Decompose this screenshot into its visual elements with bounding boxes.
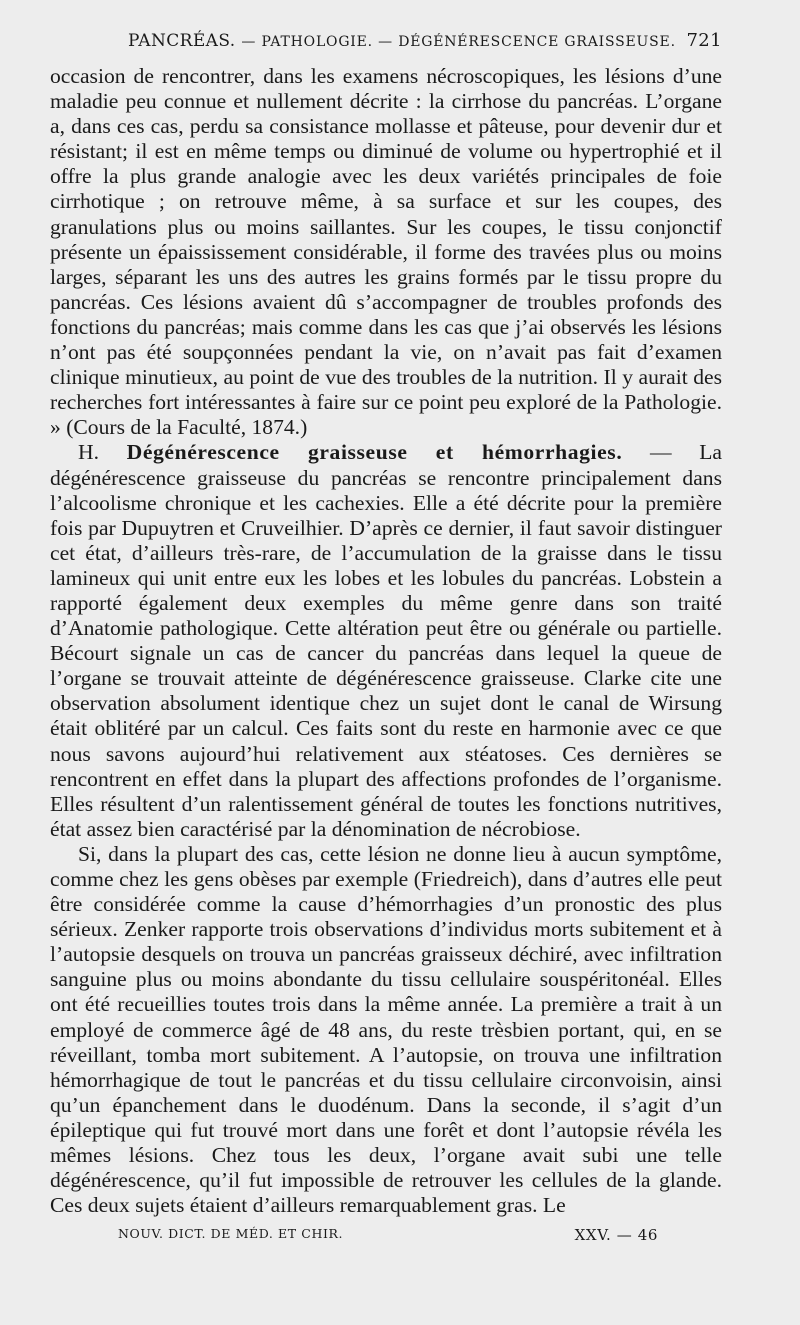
body-text — [50, 64, 722, 1218]
text-block — [50, 30, 722, 1218]
page-number: 721 — [686, 30, 722, 51]
footer-publication: NOUV. DICT. DE MÉD. ET CHIR. — [118, 1226, 344, 1241]
section-heading: Dégénérescence graisseuse et hémorrhagies. — [126, 440, 623, 465]
running-head-title — [128, 31, 676, 51]
running-head-organ: PANCRÉAS. — [128, 31, 236, 51]
running-head-section: — PATHOLOGIE. — DÉGÉNÉRESCENCE GRAISSEUSE. — [241, 34, 676, 50]
running-head — [50, 30, 722, 64]
paragraph-fatty-degeneration — [50, 440, 722, 842]
page-footer — [118, 1226, 658, 1244]
footer-signature: XXV. — 46 — [574, 1226, 658, 1244]
paragraph-hemorrhages: Si, dans la plupart des cas, cette lésion ne donne lieu à aucun symptôme, comme chez les gens obèses par exemple (Friedreich), dans d’autres elle peut être considérée comme la cause d’hémorrhagies d’un pronostic des plus sérieux. Zenker rapporte trois observations d’individus morts subitement et à l’autopsie desquels on trouva un pancréas graisseux déchiré, avec infiltration sanguine plus ou moins abondante du tissu cellulaire souspéritonéal. Elles ont été recueillies toutes trois dans la même année. La première a trait à un employé de commerce âgé de 48 ans, du reste trèsbien portant, qui, en se réveillant, tomba mort subitement. A l’autopsie, on trouva une infiltration hémorrhagique de tout le pancréas et du tissu cellulaire circonvoisin, ainsi qu’un épanchement dans le duodénum. Dans la seconde, il s’agit d’un épileptique qui fut trouvé mort dans une forêt et dont l’autopsie révéla les mêmes lésions. Chez tous les deux, l’organe avait subi une telle dégénérescence, qu’il fut impossible de retrouver les cellules de la glande. Ces deux sujets étaient d’ailleurs remarquablement gras. Le — [50, 841, 722, 1218]
paragraph-cirrhosis: occasion de rencontrer, dans les examens nécroscopiques, les lésions d’une maladie peu connue et nullement décrite : la cirrhose du pancréas. L’organe a, dans ces cas, perdu sa consistance mollasse et pâteuse, pour devenir dur et résistant; il est en même temps ou diminué de volume ou hypertrophié et il offre la plus grande analogie avec les deux variétés principales de foie cirrhotique ; on retrouve même, à sa surface et sur les coupes, des granulations plus ou moins saillantes. Sur les coupes, le tissu conjonctif présente un épaississement considérable, il forme des travées plus ou moins larges, séparant les uns des autres les grains formés par le tissu propre du pancréas. Ces lésions avaient dû s’accompagner de troubles profonds des fonctions du pancréas; mais comme dans les cas que j’ai observés les lésions n’ont pas été soupçonnées pendant la vie, on n’avait pas fait d’examen clinique minutieux, au point de vue des troubles de la nutrition. Il y aurait des recherches fort intéressantes à faire sur ce point peu exploré de la Pathologie. » (Cours de la Faculté, 1874.) — [50, 64, 722, 440]
section-body: — La dégénérescence graisseuse du pancréas se rencontre principalement dans l’alcoolisme chronique et les cachexies. Elle a été décrite pour la première fois par Dupuytren et Cruveilhier. D’après ce dernier, il faut savoir distinguer cet état, d’ailleurs très-rare, de l’accumulation de la graisse dans le tissu lamineux qui unit entre eux les lobes et les lobules du pancréas. Lobstein a rapporté également deux exemples du même genre dans son traité d’Anatomie pathologique. Cette altération peut être ou générale ou partielle. Bécourt signale un cas de cancer du pancréas dans lequel la queue de l’organe se trouvait atteinte de dégénérescence graisseuse. Clarke cite une observation absolument identique chez un sujet dont le canal de Wirsung était oblitéré par un calcul. Ces faits sont du reste en harmonie avec ce que nous savons aujourd’hui relativement aux stéatoses. Ces dernières se rencontrent en effet dans la plupart des affections profondes de l’organisme. Elles résultent d’un ralentissement général de toutes les fonctions nutritives, état assez bien caractérisé par la dénomination de nécrobiose. — [50, 440, 722, 841]
section-label: H. — [78, 440, 99, 465]
